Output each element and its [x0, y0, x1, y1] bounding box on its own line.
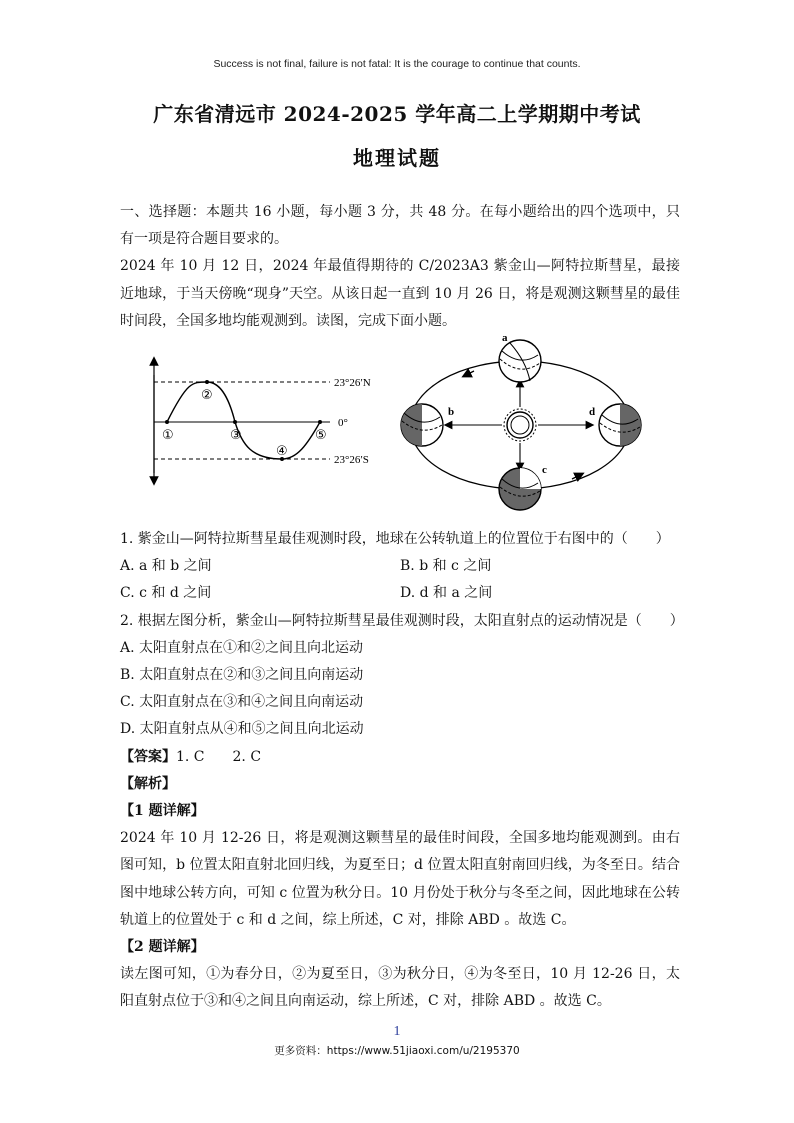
q2-option-c: C. 太阳直射点在③和④之间且向南运动 — [120, 694, 364, 711]
sun-icon — [504, 409, 536, 441]
point-4-label: ④ — [276, 444, 288, 460]
point-2-label: ② — [201, 388, 213, 404]
footer-link[interactable]: 更多资料：https://www.51jiaoxi.com/u/2195370 — [274, 1045, 520, 1057]
point-3-label: ③ — [230, 428, 242, 444]
point-1-label: ① — [162, 428, 174, 444]
point-5-label: ⑤ — [315, 428, 327, 444]
q2-option-d: D. 太阳直射点从④和⑤之间且向北运动 — [120, 721, 364, 738]
point-2-dot — [205, 380, 209, 384]
q2-stem: 2. 根据左图分析，紫金山—阿特拉斯彗星最佳观测时段，太阳直射点的运动情况是（ ） — [120, 612, 684, 629]
earth-d-icon — [599, 404, 641, 446]
point-5-dot — [318, 420, 322, 424]
orbit-arrow-top-left — [466, 371, 474, 375]
q1-option-c: C. c 和 d 之间 — [120, 585, 212, 602]
detail-2-label: 【2 题详解】 — [120, 939, 205, 956]
label-b: b — [448, 406, 455, 419]
lat-north-label: 23°26′N — [334, 377, 371, 390]
page-subtitle: 地理试题 — [353, 146, 441, 170]
q1-option-d: D. d 和 a 之间 — [400, 585, 493, 602]
solar-point-curve-figure — [142, 355, 382, 485]
point-1-dot — [165, 420, 169, 424]
earth-c-icon — [499, 468, 541, 510]
detail-1-text: 2024 年 10 月 12-26 日，将是观测这颗彗星的最佳时间段，全国多地均能观测到。由右图可知，b 位置太阳直射北回归线，为夏至日；d 位置太阳直射南回归线，为冬至日。结合图中地球公转方向，可知 c 位置为秋分日。10 月份处于秋分与冬至之间，因此地球在公转轨道上的位置处于 c 和 d 之间，综上所述，C 对，排除 ABD 。故选 C。 — [120, 830, 680, 928]
q1-options-row-2 — [120, 580, 680, 607]
q1-options-row-1 — [120, 553, 680, 580]
lat-south-label: 23°26′S — [334, 454, 369, 467]
page-title: 广东省清远市 2024-2025 学年高二上学期期中考试 — [153, 102, 641, 126]
detail-2-text: 读左图可知，①为春分日，②为夏至日，③为秋分日，④为冬至日，10 月 12-26 日，太阳直射点位于③和④之间且向南运动，综上所述，C 对，排除 ABD 。故选 C。 — [120, 966, 680, 1010]
point-3-dot — [233, 420, 237, 424]
q1-option-a: A. a 和 b 之间 — [120, 558, 212, 575]
figures-row — [120, 332, 680, 524]
q2-option-b: B. 太阳直射点在②和③之间且向南运动 — [120, 667, 364, 684]
q1-stem: 1. 紫金山—阿特拉斯彗星最佳观测时段，地球在公转轨道上的位置位于右图中的（ ） — [120, 531, 670, 548]
earth-orbit-figure — [396, 333, 656, 516]
orbit-arrow-bottom-right — [572, 475, 580, 479]
answer-label: 【答案】 — [120, 748, 176, 765]
document-body — [120, 199, 684, 1016]
sine-curve — [167, 382, 320, 459]
label-d: d — [589, 406, 596, 419]
section-instruction: 一、选择题：本题共 16 小题，每小题 3 分，共 48 分。在每小题给出的四个选项中，只有一项是符合题目要求的。 — [120, 204, 680, 248]
reading-passage: 2024 年 10 月 12 日，2024 年最值得期待的 C/2023A3 紫金山—阿特拉斯彗星，最接近地球，于当天傍晚“现身”天空。从该日起一直到 10 月 26 日，将是观测这颗彗星的最佳时间段，全国多地均能观测到。读图，完成下面小题。 — [120, 258, 680, 329]
header-motto: Success is not final, failure is not fatal: It is the courage to continue that counts. — [213, 58, 581, 70]
equator-label: 0° — [338, 417, 348, 430]
answer-text: 1. C 2. C — [176, 748, 262, 765]
analysis-label: 【解析】 — [120, 775, 176, 792]
earth-b-icon — [401, 404, 443, 446]
label-a: a — [502, 332, 508, 345]
label-c: c — [542, 464, 547, 477]
q2-option-a: A. 太阳直射点在①和②之间且向北运动 — [120, 639, 364, 656]
earth-a-icon — [499, 340, 541, 382]
page-number: 1 — [393, 1024, 401, 1039]
detail-1-label: 【1 题详解】 — [120, 803, 205, 820]
q1-option-b: B. b 和 c 之间 — [400, 558, 492, 575]
answer-line — [120, 744, 680, 771]
